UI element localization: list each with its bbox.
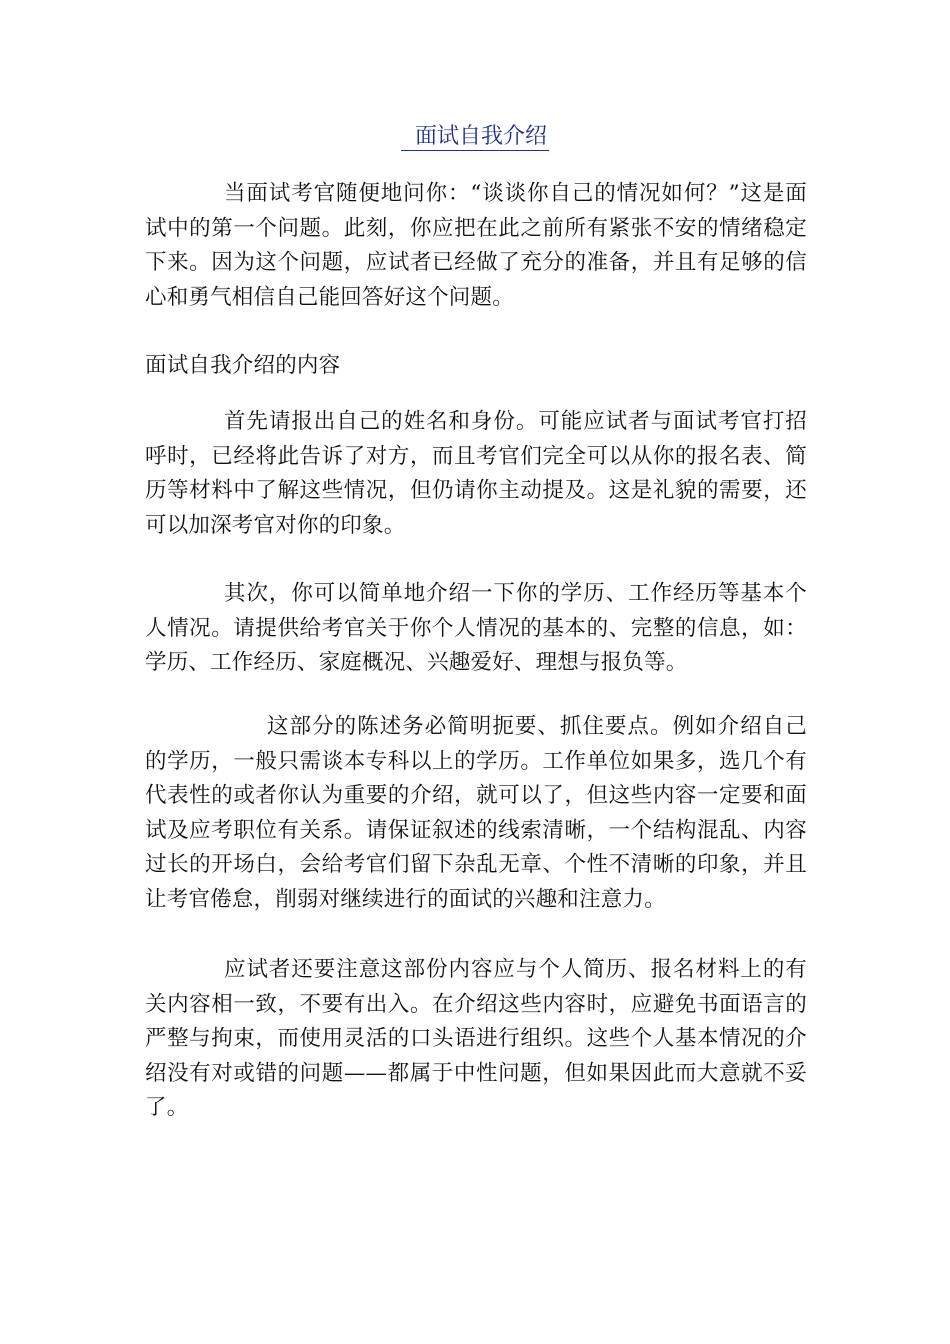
body-paragraph-name-identity: 首先请报出自己的姓名和身份。可能应试者与面试考官打招呼时，已经将此告诉了对方，而且考官们完全可以从你的报名表、简历等材料中了解这些情况，但仍请你主动提及。这是礼貌的需要，还可以加深考官对你的印象。 (145, 409, 807, 538)
document-title-link[interactable]: 面试自我介绍 (401, 124, 549, 151)
body-paragraph-background: 其次，你可以简单地介绍一下你的学历、工作经历等基本个人情况。请提供给考官关于你个人情况的基本的、完整的信息，如：学历、工作经历、家庭概况、兴趣爱好、理想与报负等。 (145, 581, 807, 675)
section-heading: 面试自我介绍的内容 (145, 353, 341, 378)
body-paragraph-concise: 这部分的陈述务必简明扼要、抓住要点。例如介绍自己的学历，一般只需谈本专科以上的学历。工作单位如果多，选几个有代表性的或者你认为重要的介绍，就可以了，但这些内容一定要和面试及应考职位有关系。请保证叙述的线索清晰，一个结构混乱、内容过长的开场白，会给考官们留下杂乱无章、个性不清晰的印象，并且让考官倦怠，削弱对继续进行的面试的兴趣和注意力。 (145, 714, 807, 912)
document-title[interactable] (0, 120, 950, 154)
body-paragraph-consistency: 应试者还要注意这部份内容应与个人简历、报名材料上的有关内容相一致，不要有出入。在介绍这些内容时，应避免书面语言的严整与拘束，而使用灵活的口头语进行组织。这些个人基本情况的介绍没有对或错的问题——都属于中性问题，但如果因此而大意就不妥了。 (145, 957, 807, 1120)
intro-paragraph: 当面试考官随便地问你：“谈谈你自己的情况如何？”这是面试中的第一个问题。此刻，你应把在此之前所有紧张不安的情绪稳定下来。因为这个问题，应试者已经做了充分的准备，并且有足够的信心和勇气相信自己能回答好这个问题。 (145, 181, 807, 310)
